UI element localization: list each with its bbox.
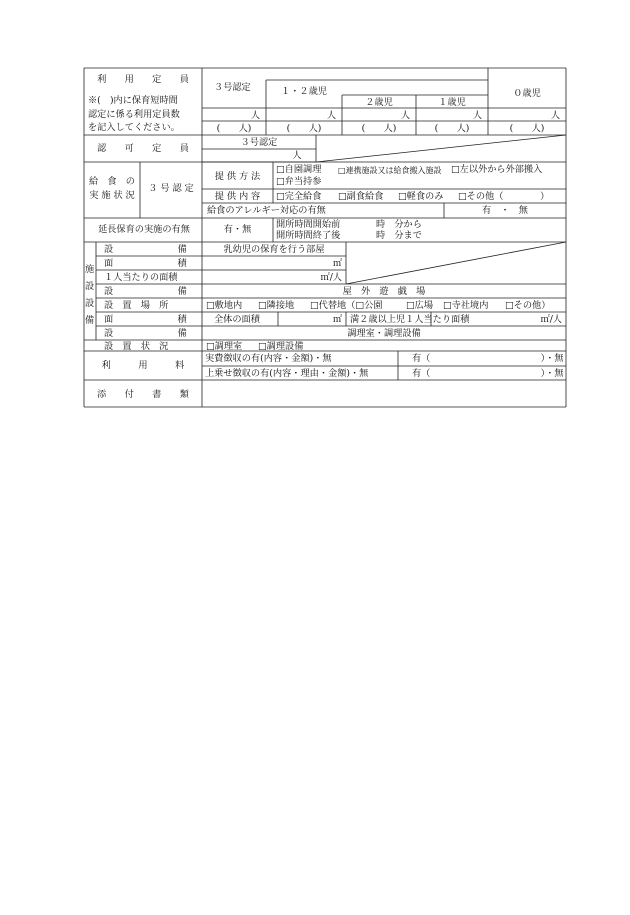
place-option-plaza[interactable]: □広場 xyxy=(406,300,434,311)
room-per-capita-label: １人当たりの面積 xyxy=(104,272,178,283)
capacity-note-line1: ※( )内に保育短時間 xyxy=(88,95,178,106)
capacity-unit-age2: 人 xyxy=(400,110,410,121)
attachments-label: 添 付 書 類 xyxy=(97,389,189,400)
room-per-capita-unit[interactable]: ㎡/人 xyxy=(320,272,342,283)
meals-method-partner[interactable]: □連携施設又は給食搬入施設 xyxy=(338,166,442,175)
fees-label: 利 用 料 xyxy=(101,360,185,371)
room-area-unit[interactable]: ㎡ xyxy=(332,258,342,269)
facility-side-char3: 設 xyxy=(85,298,95,309)
capacity-age1-label: １歳児 xyxy=(438,97,466,108)
capacity-header: 利 用 定 員 xyxy=(97,74,189,85)
kitchen-equip-label: 設 備 xyxy=(104,328,187,339)
meals-method-own-kitchen[interactable]: □自園調理 xyxy=(276,164,322,175)
place-option-shrine[interactable]: □寺社境内 xyxy=(443,300,489,311)
capacity-short-age1[interactable]: ( 人) xyxy=(434,123,470,134)
approved-capacity-label: 認 可 定 員 xyxy=(97,143,189,154)
room-equip-value: 乳幼児の保育を行う部屋 xyxy=(223,244,325,255)
capacity-unit-age12: 人 xyxy=(326,110,336,121)
fees-extra-label: 上乗せ徴収の有(内容・理由・金額)・無 xyxy=(205,368,369,379)
extended-before-label: 開所時間開始前 xyxy=(276,219,341,230)
play-area-label: 面 積 xyxy=(104,314,187,325)
meals-method-label: 提 供 方 法 xyxy=(214,171,261,182)
extended-care-value[interactable]: 有・無 xyxy=(223,224,252,235)
capacity-note-line3: を記入してください。 xyxy=(88,122,180,133)
capacity-age2-label: ２歳児 xyxy=(365,97,393,108)
extended-after-value[interactable]: 時 分まで xyxy=(376,230,422,241)
play-equip-label: 設 備 xyxy=(104,286,187,297)
room-area-label: 面 積 xyxy=(104,258,187,269)
capacity-short-age2[interactable]: ( 人) xyxy=(361,123,397,134)
place-option-substitute[interactable]: □代替地（□公園 xyxy=(310,300,383,311)
approved-cert3-label: ３号認定 xyxy=(240,137,278,148)
meals-cert3-label: ３ 号 認 定 xyxy=(148,183,194,194)
meals-content-other[interactable]: □その他（ ） xyxy=(458,191,550,202)
kitchen-equip-value: 調理室・調理設備 xyxy=(347,328,421,339)
capacity-short-age12[interactable]: ( 人) xyxy=(286,123,322,134)
meals-content-light[interactable]: □軽食のみ xyxy=(398,191,444,202)
meals-content-side[interactable]: □副食給食 xyxy=(338,191,384,202)
fees-extra-value[interactable]: 有（ ）・無 xyxy=(412,368,564,379)
meals-content-label: 提 供 内 容 xyxy=(214,191,261,202)
play-place-label: 設 置 場 所 xyxy=(104,300,169,311)
play-over2-area-label: 満２歳以上児１人当たり面積 xyxy=(350,314,470,325)
place-option-adjacent[interactable]: □隣接地 xyxy=(258,300,295,311)
meals-label-line2: 実 施 状 況 xyxy=(89,190,135,201)
attachments-field[interactable] xyxy=(203,381,565,406)
facility-side-char4: 備 xyxy=(85,315,95,326)
meals-content-full[interactable]: □完全給食 xyxy=(276,191,322,202)
capacity-short-cert3[interactable]: ( 人) xyxy=(216,123,252,134)
extended-after-label: 開所時間終了後 xyxy=(276,230,341,241)
play-total-area-unit[interactable]: ㎡ xyxy=(332,314,342,325)
approved-unit[interactable]: 人 xyxy=(292,150,302,161)
room-equip-label: 設 備 xyxy=(104,244,187,255)
capacity-note-line2: 認定に係る利用定員数 xyxy=(88,109,180,120)
meals-allergy-value[interactable]: 有 ・ 無 xyxy=(482,205,528,216)
capacity-unit-age0: 人 xyxy=(550,110,560,121)
capacity-unit-cert3: 人 xyxy=(250,110,260,121)
extended-before-value[interactable]: 時 分から xyxy=(376,219,422,230)
play-over2-area-unit[interactable]: ㎡/人 xyxy=(540,314,562,325)
kitchen-option-room[interactable]: □調理室 xyxy=(206,341,243,352)
play-equip-value: 屋 外 遊 戯 場 xyxy=(342,286,426,297)
extended-care-label: 延長保育の実施の有無 xyxy=(98,224,190,235)
fees-actual-value[interactable]: 有（ ）・無 xyxy=(412,353,564,364)
kitchen-status-label: 設 置 状 況 xyxy=(104,341,169,352)
meals-method-lunchbox[interactable]: □弁当持参 xyxy=(276,176,322,187)
kitchen-option-equipment[interactable]: □調理設備 xyxy=(258,341,304,352)
place-option-onsite[interactable]: □敷地内 xyxy=(206,300,243,311)
facility-side-char2: 設 xyxy=(85,281,95,292)
capacity-age12-label: １・２歳児 xyxy=(281,86,327,97)
place-option-other[interactable]: □その他） xyxy=(505,300,551,311)
fees-actual-label: 実費徴収の有(内容・金額)・無 xyxy=(205,353,332,364)
capacity-unit-age1: 人 xyxy=(472,110,482,121)
capacity-age0-label: ０歳児 xyxy=(513,88,541,99)
meals-label-line1: 給 食 の xyxy=(89,176,135,187)
facility-side-char1: 施 xyxy=(85,264,95,275)
capacity-short-age0[interactable]: ( 人) xyxy=(509,123,545,134)
capacity-cert3-label: ３号認定 xyxy=(214,82,251,93)
meals-method-external[interactable]: □左以外から外部搬入 xyxy=(451,164,543,175)
meals-allergy-label: 給食のアレルギー対応の有無 xyxy=(207,205,326,216)
play-total-area-label: 全体の面積 xyxy=(214,314,260,325)
